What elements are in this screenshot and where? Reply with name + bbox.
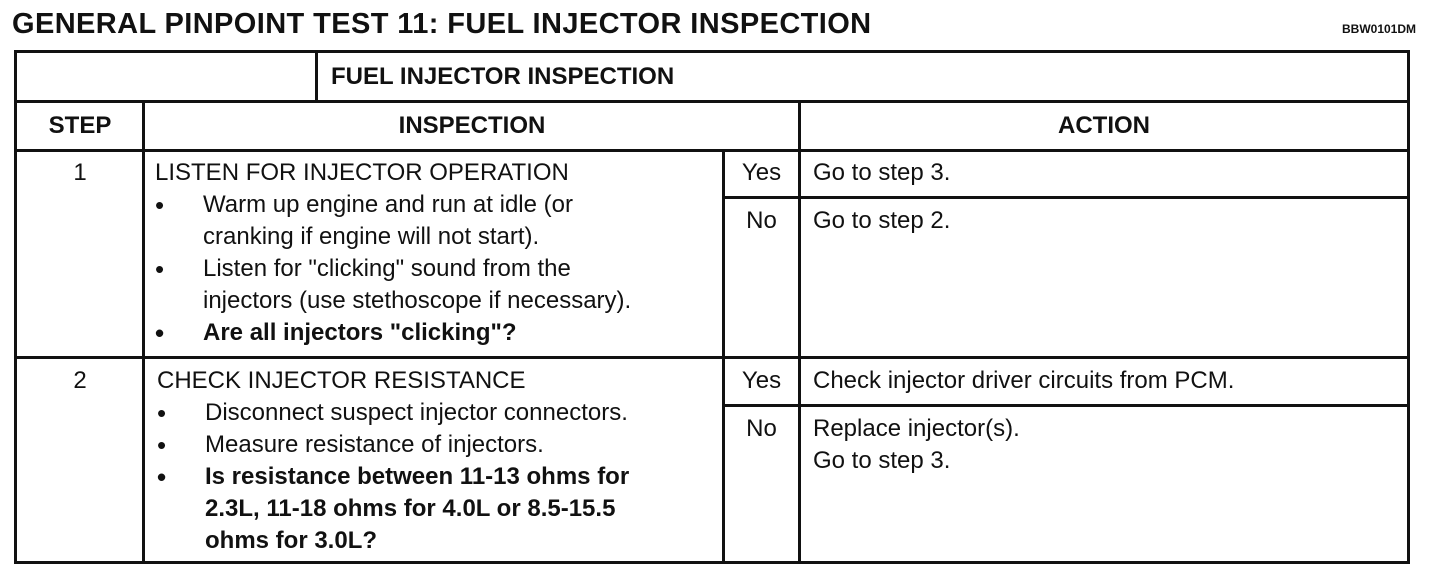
- step-inspection: [157, 365, 629, 557]
- rule-step1-yes-no: [722, 196, 1407, 199]
- rule-action-column: [798, 100, 801, 561]
- action-yes: Go to step 3.: [813, 159, 951, 186]
- page-title: GENERAL PINPOINT TEST 11: FUEL INJECTOR INSPECTION: [12, 8, 872, 40]
- column-header-step: STEP: [48, 112, 112, 139]
- rule-step2-yes-no: [722, 404, 1407, 407]
- rule-under-column-headers: [17, 149, 1407, 152]
- section-title: FUEL INJECTOR INSPECTION: [331, 63, 675, 90]
- rule-under-section-title: [17, 100, 1407, 103]
- action-line: Go to step 2.: [813, 207, 951, 234]
- step-inspection: [155, 157, 631, 349]
- step-bullet: • Disconnect suspect injector connectors.: [157, 397, 629, 429]
- answer-yes: Yes: [741, 159, 782, 186]
- action-yes: Check injector driver circuits from PCM.: [813, 367, 1235, 394]
- step-bullet: • Warm up engine and run at idle (or cranking if engine will not start).: [155, 189, 631, 253]
- answer-no: No: [746, 207, 777, 234]
- step-heading: LISTEN FOR INJECTOR OPERATION: [155, 159, 569, 186]
- rule-section-title-left: [315, 53, 318, 100]
- inspection-table: [14, 50, 1410, 564]
- step-question: • Are all injectors "clicking"?: [155, 317, 631, 349]
- step-bullet: • Listen for "clicking" sound from the injectors (use stethoscope if necessary).: [155, 253, 631, 317]
- rule-between-steps: [17, 356, 1407, 359]
- step-number: 2: [73, 367, 87, 394]
- step-heading: CHECK INJECTOR RESISTANCE: [157, 367, 526, 394]
- column-header-inspection: INSPECTION: [398, 112, 546, 139]
- action-no: [813, 413, 1020, 477]
- action-line: Replace injector(s).: [813, 415, 1020, 442]
- column-header-action: ACTION: [1058, 112, 1150, 139]
- action-line: Go to step 3.: [813, 447, 951, 474]
- step-bullet-list: [157, 397, 629, 557]
- answer-yes: Yes: [741, 367, 782, 394]
- step-bullet-list: [155, 189, 631, 349]
- action-no: [813, 205, 950, 237]
- step-bullet: • Measure resistance of injectors.: [157, 429, 629, 461]
- document-code: BBW0101DM: [1341, 22, 1416, 36]
- answer-no: No: [746, 415, 777, 442]
- step-question: • Is resistance between 11-13 ohms for 2.3L, 11-18 ohms for 4.0L or 8.5-15.5 ohms for 3.0L?: [157, 461, 629, 557]
- step-number: 1: [73, 159, 87, 186]
